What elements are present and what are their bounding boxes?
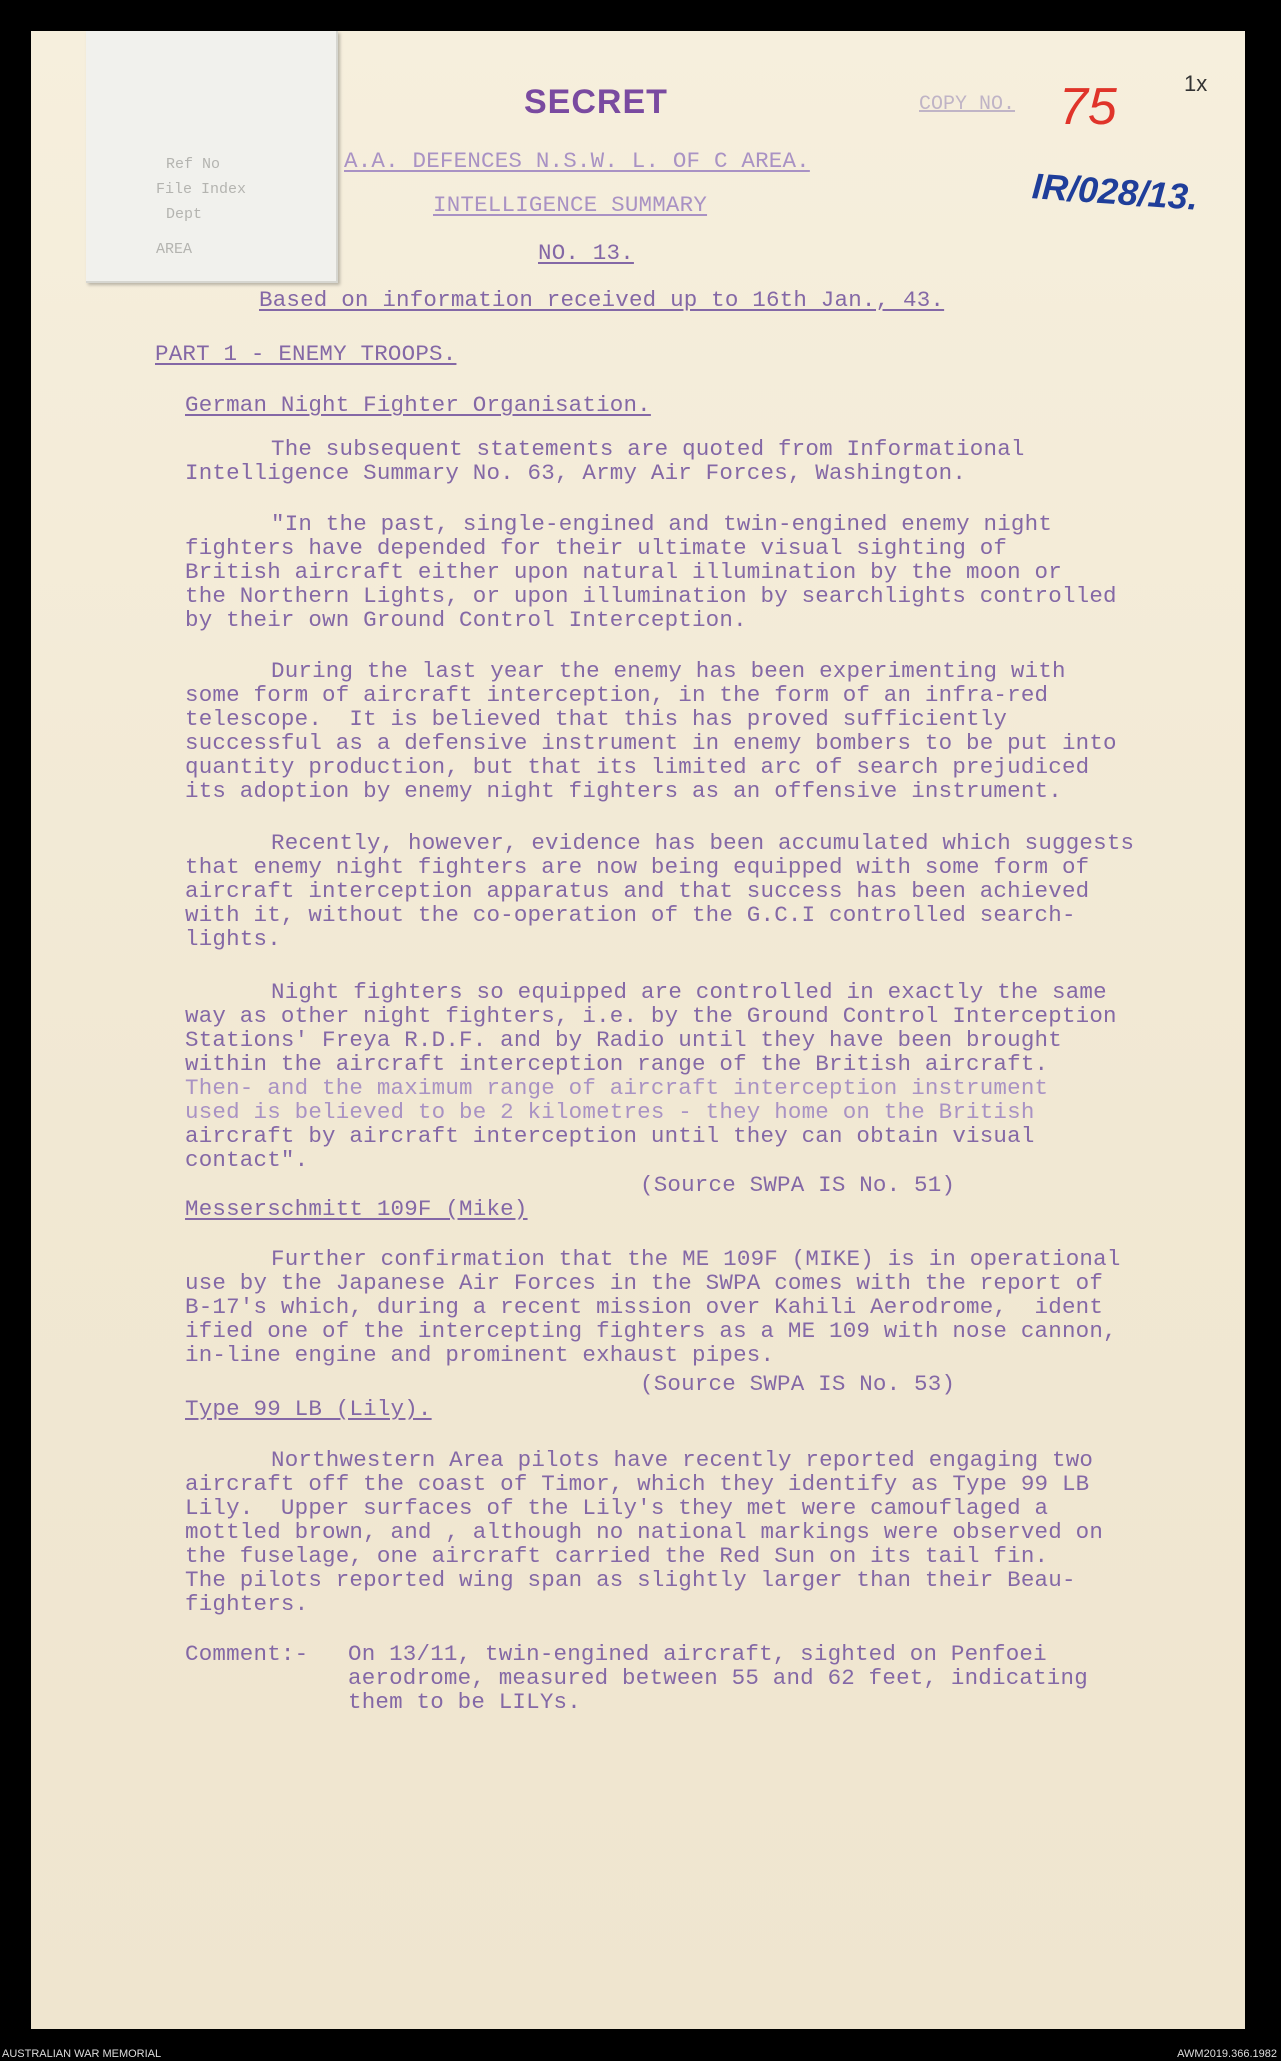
paragraph-line: Recently, however, evidence has been accumulated which suggests	[271, 830, 1135, 856]
paragraph-line: fighters have depended for their ultimate visual sighting of	[185, 535, 1008, 561]
paragraph-line: some form of aircraft interception, in the form of an infra-red	[185, 682, 1049, 708]
paragraph-line: Lily. Upper surfaces of the Lily's they met were camouflaged a	[185, 1495, 1049, 1521]
org-line: A.A. DEFENCES N.S.W. L. OF C AREA.	[344, 148, 810, 174]
paragraph-line: Night fighters so equipped are controlled in exactly the same	[271, 979, 1107, 1005]
part-heading: PART 1 - ENEMY TROOPS.	[155, 341, 457, 367]
page-mark: 1x	[1184, 71, 1208, 96]
classification-heading: SECRET	[524, 83, 668, 121]
paragraph-line: that enemy night fighters are now being equipped with some form of	[185, 854, 1090, 880]
paragraph-line: aircraft by aircraft interception until they can obtain visual	[185, 1123, 1035, 1149]
section-heading: Messerschmitt 109F (Mike)	[185, 1196, 528, 1222]
paragraph-line: Intelligence Summary No. 63, Army Air Forces, Washington.	[185, 460, 967, 486]
stamp-line: Dept	[166, 206, 203, 223]
paragraph-line: way as other night fighters, i.e. by the Ground Control Interception	[185, 1003, 1117, 1029]
comment-line: On 13/11, twin-engined aircraft, sighted on Penfoei	[348, 1641, 1047, 1667]
section-heading: Type 99 LB (Lily).	[185, 1396, 432, 1422]
reference-number: IR/028/13.	[1030, 165, 1200, 218]
paragraph-line: successful as a defensive instrument in enemy bombers to be put into	[185, 730, 1117, 756]
paragraph-line: Northwestern Area pilots have recently reported engaging two	[271, 1447, 1094, 1473]
paragraph-line: within the aircraft interception range of the British aircraft.	[185, 1051, 1049, 1077]
paragraph-line: During the last year the enemy has been experimenting with	[271, 658, 1066, 684]
stamp-line: File Index	[156, 181, 247, 198]
summary-number: NO. 13.	[538, 240, 634, 266]
paragraph-line: the Northern Lights, or upon illumination by searchlights controlled	[185, 583, 1117, 609]
comment-line: them to be LILYs.	[348, 1689, 581, 1715]
registry-stamp-slip	[86, 31, 338, 283]
stamp-line: AREA	[156, 241, 193, 258]
copy-number: 75	[1059, 78, 1117, 136]
paragraph-line: by their own Ground Control Interception.	[185, 607, 747, 633]
document-page	[31, 31, 1245, 2029]
comment-line: aerodrome, measured between 55 and 62 feet, indicating	[348, 1665, 1088, 1691]
paragraph-line: The subsequent statements are quoted from Informational	[271, 436, 1025, 462]
archive-reference: AWM2019.366.1982	[1177, 2048, 1277, 2060]
paragraph-line: fighters.	[185, 1591, 309, 1617]
paragraph-line: aircraft interception apparatus and that success has been achieved	[185, 878, 1090, 904]
paragraph-line: lights.	[185, 926, 281, 952]
section-heading: German Night Fighter Organisation.	[185, 392, 651, 418]
paragraph-line: Stations' Freya R.D.F. and by Radio until they have been brought	[185, 1027, 1062, 1053]
paragraph-line: with it, without the co-operation of the G.C.I controlled search-	[185, 902, 1076, 928]
stamp-line: Ref No	[166, 156, 221, 173]
paragraph-line: telescope. It is believed that this has proved sufficiently	[185, 706, 1008, 732]
paragraph-line: in-line engine and prominent exhaust pipes.	[185, 1342, 775, 1368]
paragraph-line: aircraft off the coast of Timor, which they identify as Type 99 LB	[185, 1471, 1090, 1497]
source-citation: (Source SWPA IS No. 53)	[640, 1371, 956, 1397]
paragraph-line: Further confirmation that the ME 109F (MIKE) is in operational	[271, 1246, 1121, 1272]
paragraph-line: "In the past, single-engined and twin-engined enemy night	[271, 511, 1053, 537]
paragraph-line: used is believed to be 2 kilometres - they home on the British	[185, 1099, 1035, 1125]
paragraph-line: the fuselage, one aircraft carried the Red Sun on its tail fin.	[185, 1543, 1049, 1569]
source-citation: (Source SWPA IS No. 51)	[640, 1172, 956, 1198]
paragraph-line: use by the Japanese Air Forces in the SWPA comes with the report of	[185, 1270, 1104, 1296]
copy-number-label: COPY NO.	[919, 93, 1016, 116]
paragraph-line: B-17's which, during a recent mission over Kahili Aerodrome, ident	[185, 1294, 1104, 1320]
paragraph-line: its adoption by enemy night fighters as an offensive instrument.	[185, 778, 1062, 804]
paragraph-line: The pilots reported wing span as slightly larger than their Beau-	[185, 1567, 1076, 1593]
summary-title: INTELLIGENCE SUMMARY	[433, 192, 708, 218]
paragraph-line: ified one of the intercepting fighters as a ME 109 with nose cannon,	[185, 1318, 1117, 1344]
based-on-line: Based on information received up to 16th Jan., 43.	[259, 287, 945, 313]
comment-label: Comment:-	[185, 1641, 309, 1667]
paragraph-line: Then- and the maximum range of aircraft interception instrument	[185, 1075, 1049, 1101]
archive-credit: AUSTRALIAN WAR MEMORIAL	[2, 2048, 162, 2060]
paragraph-line: British aircraft either upon natural illumination by the moon or	[185, 559, 1062, 585]
paragraph-line: contact".	[185, 1147, 309, 1173]
paragraph-line: quantity production, but that its limited arc of search prejudiced	[185, 754, 1090, 780]
paragraph-line: mottled brown, and , although no national markings were observed on	[185, 1519, 1104, 1545]
